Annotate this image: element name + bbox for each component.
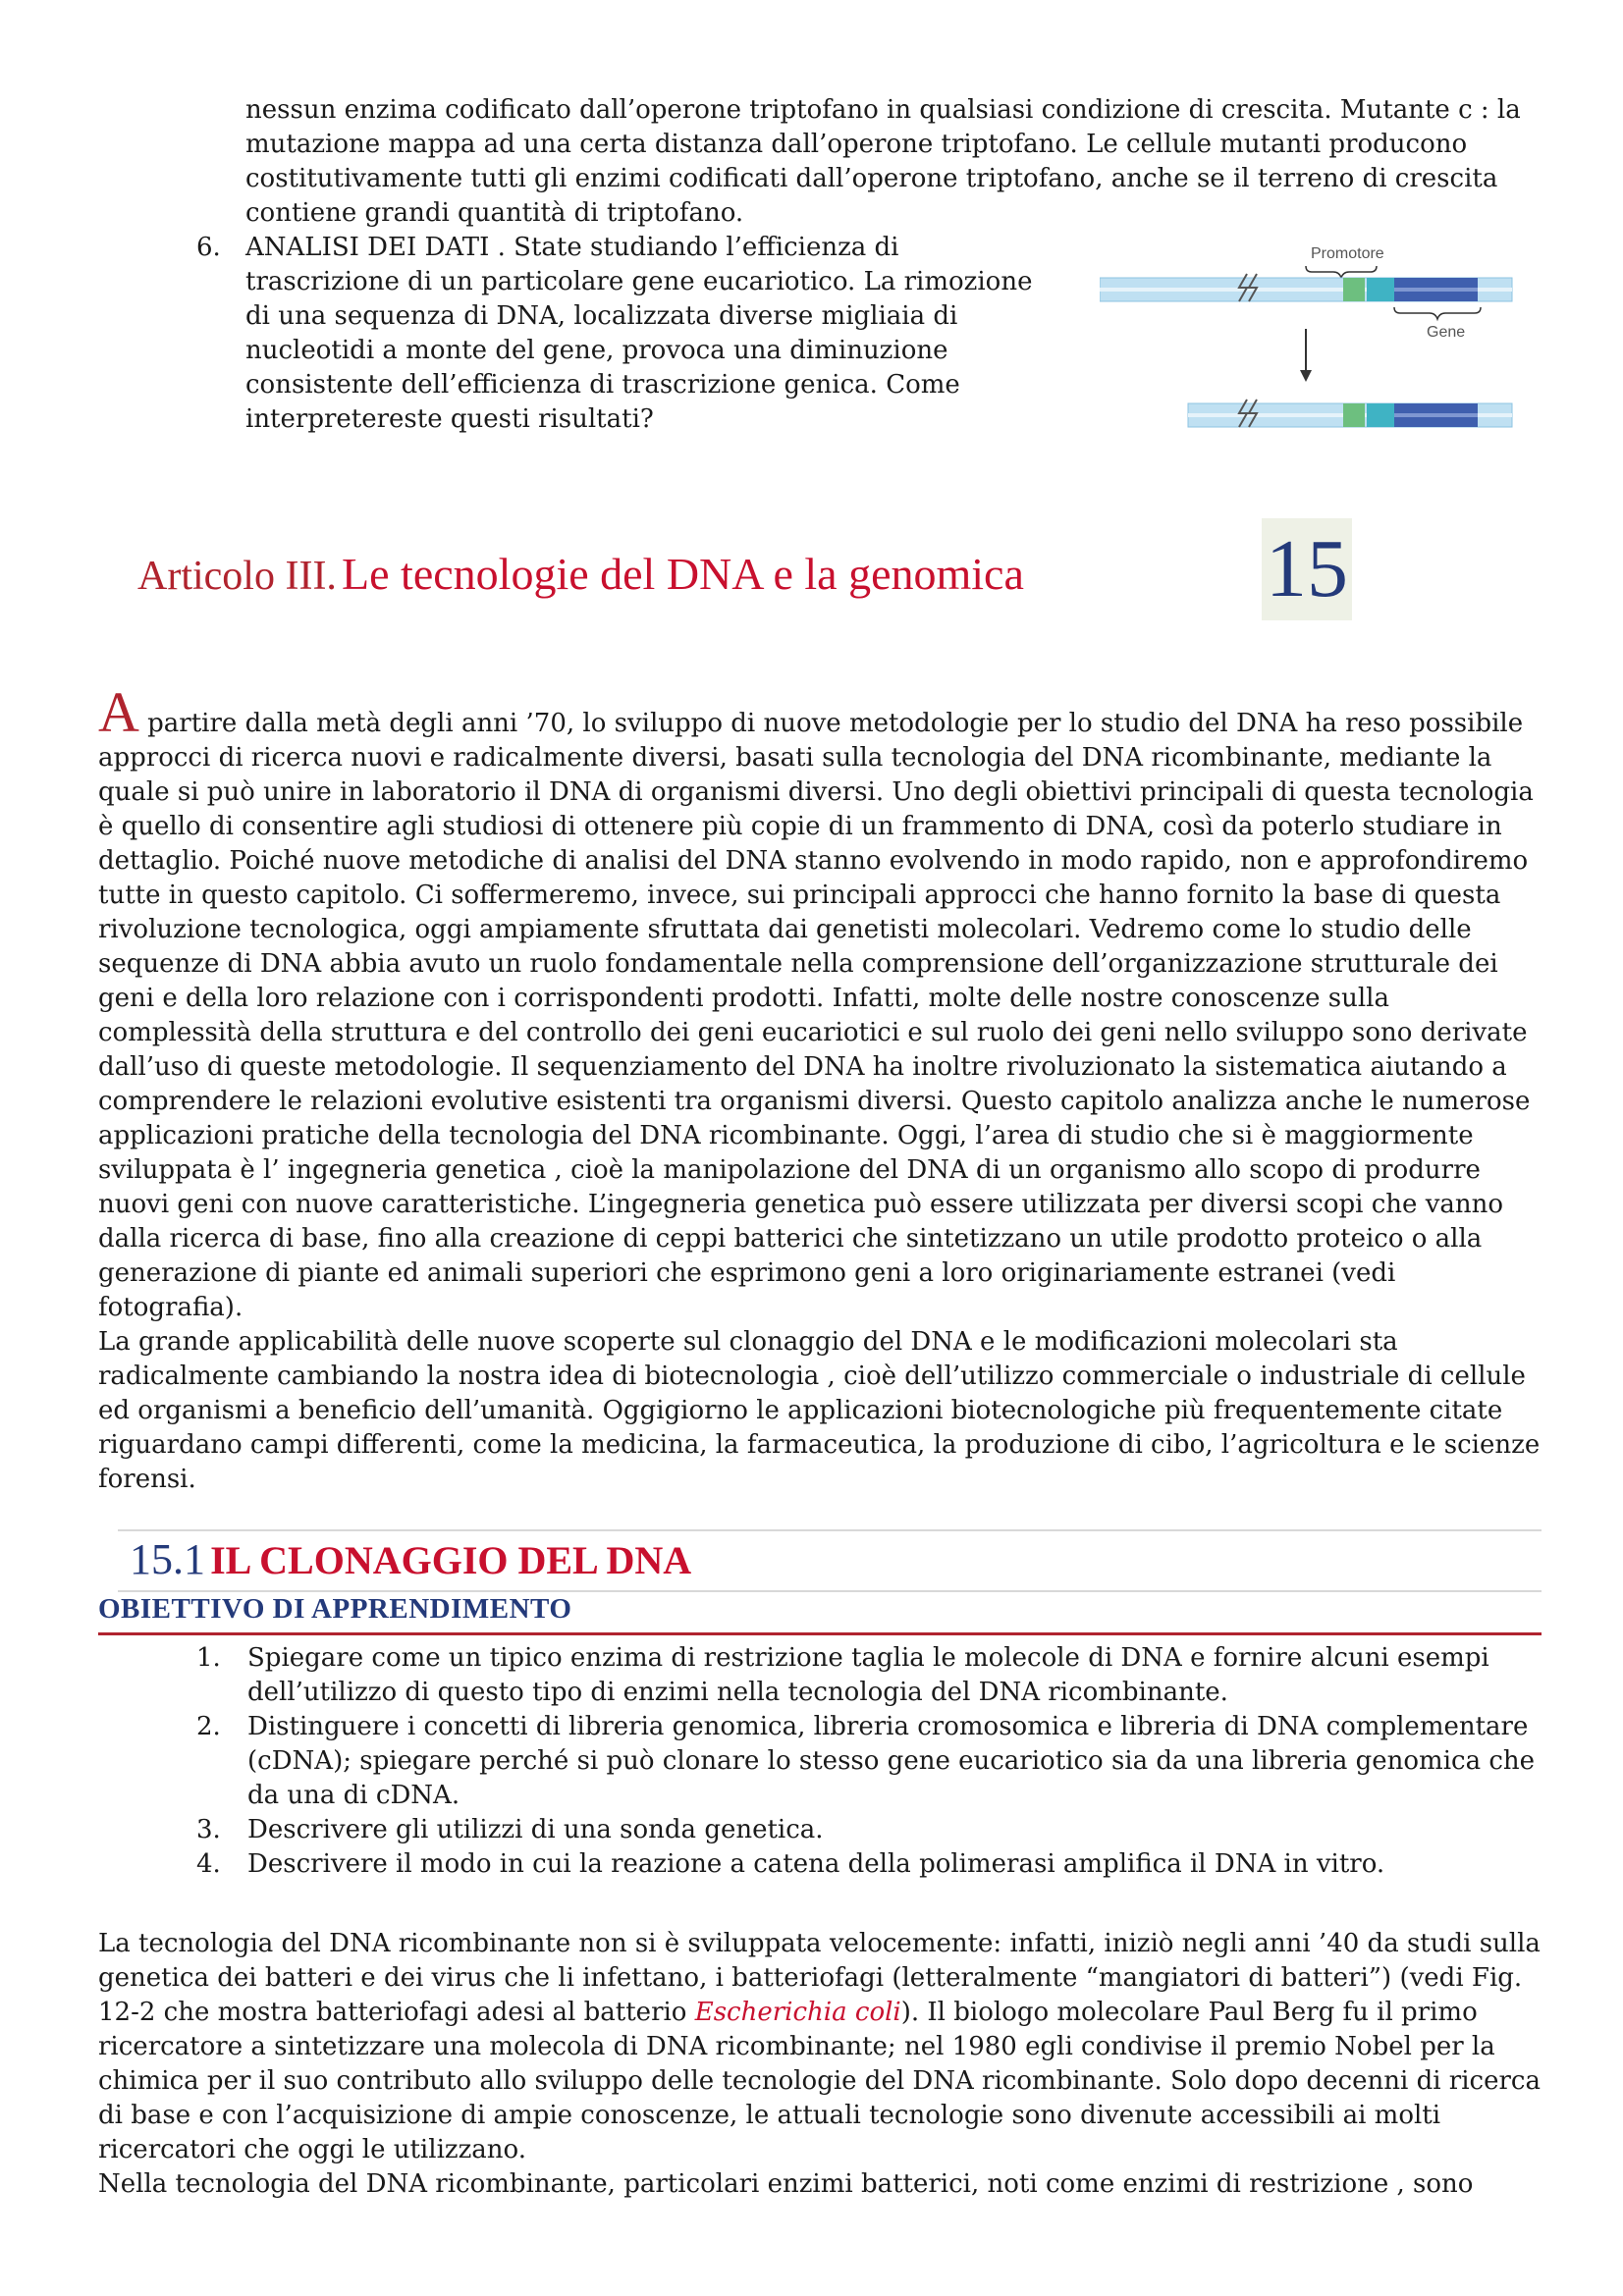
article-prefix: Articolo III.: [137, 554, 337, 599]
section-number: 15.1: [130, 1535, 205, 1583]
objectives-red-rule: [98, 1632, 1542, 1635]
intro-text-2: La grande applicabilità delle nuove scoperte sul clonaggio del DNA e le modificazioni molecolari sta radicalmente cambiando la nostra idea di biotecnologia , cioè dell’utilizzo commerciale o industriale di cellule ed organismi a beneficio dell’umanità. Oggigiorno le applicazioni biotecnologiche più frequentemente citate riguardano campi differenti, come la medicina, la farmaceutica, la produzione di cibo, l’agricoltura e le scienze forensi.: [98, 1327, 1541, 1494]
history-paragraph: La tecnologia del DNA ricombinante non si è sviluppata velocemente: infatti, iniziò negli anni ’40 da studi sulla genetica dei batteri e dei virus che li infettano, i batteriofagi (letteralmente “mangiatori di batteri”) (vedi Fig. 12-2 che mostra batteriofagi adesi al batterio Escherichia coli). Il biologo molecolare Paul Berg fu il primo ricercatore a sintetizzare una molecola di DNA ricombinante; nel 1980 egli condivise il premio Nobel per la chimica per il suo contributo allo sviluppo delle tecnologie del DNA ricombinante. Solo dopo decenni di ricerca di base e con l’acquisizione di ampie conoscenze, le attuali tecnologie sono divenute accessibili ai molti ricercatori che oggi le utilizzano. Nella tecnologia del DNA ricombinante, particolari enzimi batterici, noti come enzimi di restrizione , sono: [98, 1929, 1541, 2199]
article-title: Le tecnologie del DNA e la genomica: [342, 549, 1024, 599]
escherichia-coli-term: Escherichia coli: [694, 1998, 901, 2027]
list-item: 1. Spiegare come un tipico enzima di restrizione taglia le molecole di DNA e fornire alcuni esempi dell’utilizzo di questo tipo di enzimi nella tecnologia del DNA ricombinante.: [196, 1643, 1489, 1707]
list-item: 2. Distinguere i concetti di libreria genomica, libreria cromosomica e libreria di DNA complementare (cDNA); spiegare perché si può clonare lo stesso gene eucariotico sia da una libreria genomica che da una di cDNA.: [196, 1712, 1536, 1810]
section-title: IL CLONAGGIO DEL DNA: [210, 1538, 692, 1582]
chapter-number-box: 15: [1262, 518, 1352, 620]
article-heading: [137, 548, 1024, 600]
list-item: 4. Descrivere il modo in cui la reazione a catena della polimerasi amplifica il DNA in vitro.: [196, 1849, 1385, 1879]
section-heading: [130, 1534, 691, 1584]
section-top-rule: [118, 1529, 1542, 1531]
last-line: Nella tecnologia del DNA ricombinante, particolari enzimi batterici, noti come enzimi di restrizione , sono: [98, 2169, 1474, 2199]
list-item: 3. Descrivere gli utilizzi di una sonda genetica.: [196, 1815, 824, 1844]
drop-cap: A: [98, 680, 139, 744]
question-6-number: 6.: [196, 233, 221, 262]
arrow-down-icon: [1300, 329, 1312, 382]
promoter-deletion-figure: [1100, 239, 1542, 445]
paragraph-mutant-c: nessun enzima codificato dall’operone triptofano in qualsiasi condizione di crescita. Mutante c : la mutazione mappa ad una certa distanza dall’operone triptofano. Le cellule mutanti producono costitutivamente tutti gli enzimi codificati dall’operone triptofano, anche se il terreno di crescita contiene grandi quantità di triptofano.: [245, 95, 1521, 228]
objectives-heading: OBIETTIVO DI APPRENDIMENTO: [98, 1593, 572, 1625]
objectives-list: [196, 1641, 1542, 1882]
dna-strand-bottom: [1188, 400, 1512, 427]
gene-label: Gene: [1427, 324, 1466, 341]
intro-paragraph: [98, 680, 1546, 1497]
question-6-text: ANALISI DEI DATI . State studiando l’efficienza di trascrizione di un particolare gene eucariotico. La rimozione di una sequenza di DNA, localizzata diverse migliaia di nucleotidi a monte del gene, provoca una diminuzione consistente dell’efficienza di trascrizione genica. Come interpretereste questi risultati?: [245, 233, 1033, 434]
promoter-label: Promotore: [1311, 245, 1384, 262]
dna-strand-top: [1100, 274, 1512, 301]
section-mid-rule: [118, 1590, 1542, 1592]
intro-text: partire dalla metà degli anni ’70, lo sviluppo di nuove metodologie per lo studio del DNA ha reso possibile approcci di ricerca nuovi e radicalmente diversi, basati sulla tecnologia del DNA ricombinante, mediante la quale si può unire in laboratorio il DNA di organismi diversi. Uno degli obiettivi principali di questa tecnologia è quello di consentire agli studiosi di ottenere più copie di un frammento di DNA, così da poterlo studiare in dettaglio. Poiché nuove metodiche di analisi del DNA stanno evolvendo in modo rapido, non e approfondiremo tutte in questo capitolo. Ci soffermeremo, invece, sui principali approcci che hanno fornito la base di questa rivoluzione tecnologica, oggi ampiamente sfruttata dai genetisti molecolari. Vedremo come lo studio delle sequenze di DNA abbia avuto un ruolo fondamentale nella comprensione dell’organizzazione strutturale dei geni e della loro relazione con i corrispondenti prodotti. Infatti, molte delle nostre conoscenze sulla complessità della struttura e del controllo dei geni eucariotici e sul ruolo dei geni nello sviluppo sono derivate dall’uso di queste metodologie. Il sequenziamento del DNA ha inoltre rivoluzionato la sistematica aiutando a comprendere le relazioni evolutive esistenti tra organismi diversi. Questo capitolo analizza anche le numerose applicazioni pratiche della tecnologia del DNA ricombinante. Oggi, l’area di studio che si è maggiormente sviluppata è l’ ingegneria genetica , cioè la manipolazione del DNA di un organismo allo scopo di produrre nuovi geni con nuove caratteristiche. L’ingegneria genetica può essere utilizzata per diversi scopi che vanno dalla ricerca di base, fino alla creazione di ceppi batterici che sintetizzano un utile prodotto proteico o alla generazione di piante ed animali superiori che esprimono geni a loro originariamente estranei (vedi fotografia).: [98, 709, 1534, 1322]
